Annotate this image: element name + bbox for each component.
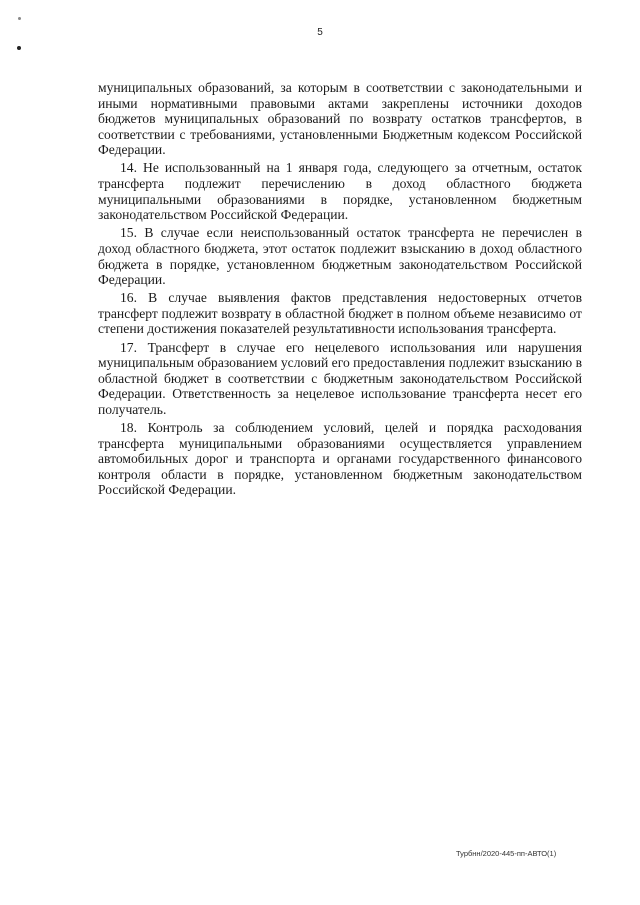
paragraph-16: 16. В случае выявления фактов представления недостоверных отчетов трансферт подлежит возврату в областной бюджет в полном объеме независимо от степени достижения показателей результативности использования трансферта. (98, 290, 582, 337)
scan-speck (18, 17, 21, 20)
document-code: Турбнн/2020-445-пп-АВТО(1) (456, 849, 557, 858)
document-body (98, 80, 582, 500)
paragraph-18: 18. Контроль за соблюдением условий, целей и порядка расходования трансферта муниципальными образованиями осуществляется управлением автомобильных дорог и транспорта и органами государственного финансового контроля области в порядке, установленном бюджетным законодательством Российской Федерации. (98, 419, 582, 498)
paragraph-continuation: муниципальных образований, за которым в соответствии с законодательными и иными нормативными правовыми актами закреплены источники доходов бюджетов муниципальных образований по возврату остатков трансфертов, в соответствии с требованиями, установленными Бюджетным кодексом Российской Федерации. (98, 80, 582, 158)
page-number: 5 (317, 27, 323, 38)
paragraph-17: 17. Трансферт в случае его нецелевого использования или нарушения муниципальным образованием условий его предоставления подлежит взысканию в областной бюджет в соответствии с бюджетным законодательством Российской Федерации. Ответственность за нецелевое использование трансферта несет его получатель. (98, 339, 582, 417)
paragraph-14: 14. Не использованный на 1 января года, следующего за отчетным, остаток трансферта подлежит перечислению в доход областного бюджета муниципальными образованиями в порядке, установленном бюджетным законодательством Российской Федерации. (98, 160, 582, 223)
scan-speck (17, 46, 21, 50)
paragraph-15: 15. В случае если неиспользованный остаток трансферта не перечислен в доход областного бюджета, этот остаток подлежит взысканию в доход областного бюджета в порядке, установленном бюджетным законодательством Российской Федерации. (98, 225, 582, 288)
